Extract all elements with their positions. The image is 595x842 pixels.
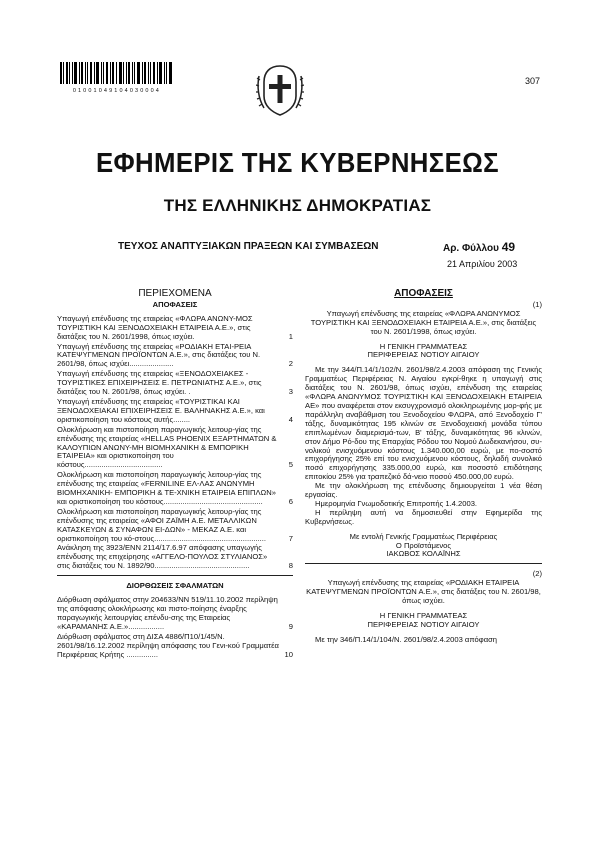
decision-body: Η περίληψη αυτή να δημοσιευθεί στην Εφημερίδα της Κυβερνήσεως. (305, 507, 542, 526)
toc-item-text: Διόρθωση σφάλματος στη ΔΙΣΑ 4886/Π10/1/45/Ν. 2601/98/16.12.2002 περίληψη απόφασης του Γενι-κού Γραμματέα Περιφέρειας Κρήτης ............... (57, 631, 279, 659)
corrections-title: ΔΙΟΡΘΩΣΕΙΣ ΣΦΑΛΜΑΤΩΝ (126, 581, 224, 591)
issue-date: 21 Απριλίου 2003 (447, 259, 518, 269)
authority-line: Η ΓΕΝΙΚΗ ΓΡΑΜΜΑΤΕΑΣ (379, 611, 468, 620)
decisions-column (305, 290, 542, 645)
sheet-value: 49 (501, 240, 516, 254)
signature-line: Με εντολή Γενικής Γραμματέως Περιφέρειας (349, 531, 498, 541)
authority-line: ΠΕΡΙΦΕΡΕΙΑΣ ΝΟΤΙΟΥ ΑΙΓΑΙΟΥ (367, 619, 480, 629)
toc-item-page: 3 (288, 387, 293, 397)
decision-body: Με την ολοκλήρωση της επένδυσης δημιουργείται 1 νέα θέση εργασίας. (305, 481, 542, 500)
toc-item[interactable] (57, 508, 293, 544)
authority-line: ΠΕΡΙΦΕΡΕΙΑΣ ΝΟΤΙΟΥ ΑΙΓΑΙΟΥ (367, 350, 480, 360)
toc-item-text: Ολοκλήρωση και πιστοποίηση παραγωγικής λειτουρ-γίας της επένδυσης της εταιρείας «FERNILINE ΕΛ-ΛΑΣ ΑΝΩΝΥΜΗ ΒΙΟΜΗΧΑΝΙΚΗ- ΕΜΠΟΡΙΚΗ & ΤΕ-ΧΝΙΚΗ ΕΤΑΙΡΕΙΑ ΕΠΙΠΛΩΝ» και οριστικοποίηση του κόστους............................................... (57, 470, 276, 506)
signature-line: Ο Προϊστάμενος (395, 540, 452, 550)
decision-body: Ημερομηνία Γνωμοδοτικής Επιτροπής 1.4.2003. (315, 498, 478, 508)
toc-item-page: 4 (288, 414, 293, 424)
toc-item[interactable] (57, 398, 293, 425)
toc-item[interactable] (57, 343, 293, 370)
toc-item-text: Υπαγωγή επένδυσης της εταιρείας «ΞΕΝΟΔΟΧΕΙΑΚΕΣ - ΤΟΥΡΙΣΤΙΚΕΣ ΕΠΙΧΕΙΡΗΣΕΙΣ Ε. ΠΕΤΡΩΝΙΑΤΗΣ Α.Ε.», στις διατάξεις του Ν. 2601/98, όπως ισχύει. . (57, 369, 262, 397)
decision-body: Με την 344/Π.14/1/102/Ν. 2601/98/2.4.2003 απόφαση της Γενικής Γραμματέως Περιφέρειας Ν. Αιγαίου εγκρί-θηκε η υπαγωγή στις διατάξεις του Ν. 2601/98, όπως ισχύει, επένδυση της εταιρείας «ΦΛΩΡΑ ΑΝΩΝΥΜΟΣ ΤΟΥΡΙΣΤΙΚΗ ΚΑΙ ΞΕΝΟΔΟΧΕΙΑΚΗ ΕΤΑΙΡΕΙΑ ΑΕ» που αναφέρεται στον εκσυγχρονισμό ολοκληρωμένης μορ-φής με παράλληλη αναβάθμιση του Ξενοδοχείου ΦΛΩΡΑ, από Ξενοδοχείο Γ' τάξης, δυναμικότητας 195 κλινών σε Ξενοδοχειακή μονάδα τύπου επιπλωμένων διαμερισμά-των, Β' τάξης, δυναμικότητας 96 κλινών, στον Δήμο Ρό-δου της Επαρχίας Ρόδου του Νομού Δωδεκανήσου, συ-νολικού ενισχυόμενου κόστους 1.340.000,00 ευρώ, με πο-σοστό επιχορήγησης 25% επί του ενισχυόμενου κόστους, δηλαδή συνολικό ποσό επιχορήγησης 335.000,00 ευρώ, και ποσοστό επιδότησης επιτοκίου 25% για τραπεζικό δά-νειο ποσού 450.000,00 ευρώ. (305, 365, 542, 482)
contents-column (57, 290, 293, 660)
toc-item[interactable] (57, 596, 293, 632)
toc-item-page: 9 (288, 621, 293, 631)
toc-item-page: 2 (288, 359, 293, 369)
toc-item-text: Ανάκληση της 3923/ΕΝΝ 2114/17.6.97 απόφασης υπαγωγής επένδυσης της επιχείρησης «ΑΓΓΕΛΟ-ΠΟΥΛΟΣ ΣΤΥΛΙΑΝΟΣ» στις διατάξεις του Ν. 1892/90............................................. (57, 543, 268, 571)
toc-item-page: 7 (288, 533, 293, 543)
section-divider (57, 575, 293, 576)
authority-line: Η ΓΕΝΙΚΗ ΓΡΑΜΜΑΤΕΑΣ (379, 341, 468, 351)
coat-of-arms-icon (256, 62, 304, 118)
section-divider (305, 563, 542, 564)
gazette-subtitle: ΤΗΣ ΕΛΛΗΝΙΚΗΣ ΔΗΜΟΚΡΑΤΙΑΣ (163, 196, 432, 215)
toc-item[interactable] (57, 471, 293, 507)
decision-heading: Υπαγωγή επένδυσης της εταιρείας «ΦΛΩΡΑ ΑΝΩΝΥΜΟΣ ΤΟΥΡΙΣΤΙΚΗ ΚΑΙ ΞΕΝΟΔΟΧΕΙΑΚΗ ΕΤΑΙΡΕΙΑ Α.Ε.», στις διατάξεις του Ν. 2601/1998, όπως ισχύει. (310, 308, 537, 336)
decision-number: (2) (532, 569, 542, 579)
sheet-number (443, 240, 515, 254)
contents-title: ΠΕΡΙΕΧΟΜΕΝΑ (138, 288, 212, 299)
sheet-label: Αρ. Φύλλου (443, 243, 499, 254)
toc-item-page: 8 (288, 561, 293, 571)
toc-item[interactable] (57, 370, 293, 397)
page-number: 307 (524, 76, 540, 86)
toc-item[interactable] (57, 315, 293, 342)
gazette-title: ΕΦΗΜΕΡΙΣ ΤΗΣ ΚΥΒΕΡΝΗΣΕΩΣ (95, 147, 500, 178)
toc-item-page: 5 (288, 460, 293, 470)
issue-label: ΤΕΥΧΟΣ ΑΝΑΠΤΥΞΙΑΚΩΝ ΠΡΑΞΕΩΝ ΚΑΙ ΣΥΜΒΑΣΕΩΝ (118, 241, 379, 252)
decision-heading: Υπαγωγή επένδυσης της εταιρείας «ΡΟΔΙΑΚΗ ΕΤΑΙΡΕΙΑ ΚΑΤΕΨΥΓΜΕΝΩΝ ΠΡΟΪΟΝΤΩΝ Α.Ε.», στις διατάξεις του Ν. 2601/98, όπως ισχύει. (306, 578, 541, 606)
decisions-subtitle: ΑΠΟΦΑΣΕΙΣ (152, 299, 198, 309)
toc-item-text: Υπαγωγή επένδυσης της εταιρείας «ΡΟΔΙΑΚΗ ΕΤΑΙ-ΡΕΙΑ ΚΑΤΕΨΥΓΜΕΝΩΝ ΠΡΟΪΟΝΤΩΝ Α.Ε.», στις διατάξεις του Ν. 2601/98, όπως ισχύει..................... (57, 341, 261, 369)
toc-item-text: Υπαγωγή επένδυσης της εταιρείας «ΦΛΩΡΑ ΑΝΩΝΥ-ΜΟΣ ΤΟΥΡΙΣΤΙΚΗ ΚΑΙ ΞΕΝΟΔΟΧΕΙΑΚΗ ΕΤΑΙΡΕΙΑ Α.Ε.», στις διατάξεις του Ν. 2601/1998, όπως ισχύει. (57, 313, 253, 341)
decisions-title: ΑΠΟΦΑΣΕΙΣ (394, 288, 453, 299)
toc-item[interactable] (57, 544, 293, 571)
toc-item-text: Διόρθωση σφάλματος στην 204633/ΝΝ 519/11.10.2002 περίληψη της απόφασης ολοκλήρωσης και πιστο-ποίησης έναρξης παραγωγικής λειτουργίας επένδυ-σης της Εταιρείας «ΚΑΡΑΜΑΝΗΣ Α.Ε.»................. (57, 595, 278, 631)
barcode-number: 0 1 0 0 1 0 4 9 1 0 4 0 3 0 0 0 4 (72, 88, 160, 94)
toc-item-page: 6 (288, 496, 293, 506)
toc-item-page: 10 (284, 649, 293, 659)
toc-item-text: Ολοκλήρωση και πιστοποίηση παραγωγικής λειτουρ-γίας της επένδυσης της εταιρείας «HELLAS PHOENIX ΕΞΑΡΤΗΜΑΤΩΝ & ΚΑΛΟΥΠΙΩΝ ΑΝΩΝΥ-ΜΗ ΒΙΟΜΗΧΑΝΙΚΗ & ΕΜΠΟΡΙΚΗ ΕΤΑΙΡΕΙΑ» και οριστικοποίηση του κόστους..................................... (57, 424, 277, 470)
barcode (60, 62, 172, 84)
decision-number: (1) (532, 299, 542, 309)
toc-item-text: Υπαγωγή επένδυσης της εταιρείας «ΤΟΥΡΙΣΤΙΚΑΙ ΚΑΙ ΞΕΝΟΔΟΧΕΙΑΚΑΙ ΕΠΙΧΕΙΡΗΣΕΙΣ Ε. ΒΑΛΗΝΑΚΗΣ Α.Ε.», και οριστικοποίηση του κόστους αυτής........ (57, 396, 265, 424)
toc-item[interactable] (57, 633, 293, 660)
signatory-name: ΙΑΚΩΒΟΣ ΚΟΛΑΪΝΗΣ (386, 549, 461, 559)
toc-item-page: 1 (288, 331, 293, 341)
toc-item[interactable] (57, 426, 293, 471)
decision-body: Με την 346/Π.14/1/104/Ν. 2601/98/2.4.2003 απόφαση (315, 634, 498, 644)
toc-item-text: Ολοκλήρωση και πιστοποίηση παραγωγικής λειτουρ-γίας της επένδυσης της εταιρείας «ΑΦΟΙ ΖΑΪΜΗ Α.Ε. ΜΕΤΑΛΛΙΚΩΝ ΚΑΤΑΣΚΕΥΩΝ & ΣΥΝΑΦΩΝ ΕΙ-ΔΩΝ» - ΜΕΚΑΖ Α.Ε. και οριστικοποίηση του κό-στους..................................................... (57, 506, 266, 543)
